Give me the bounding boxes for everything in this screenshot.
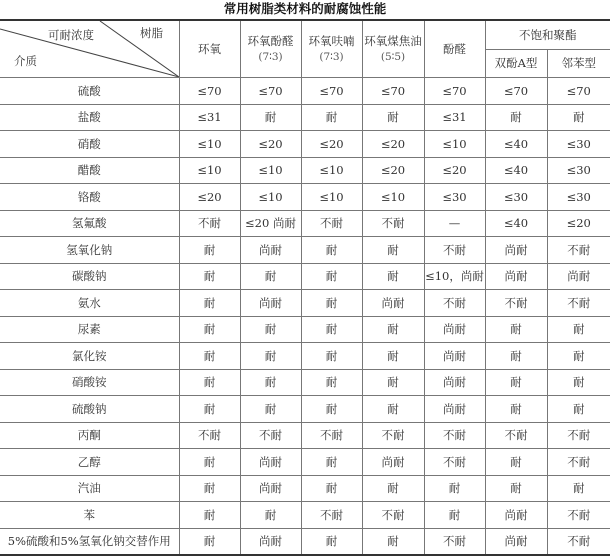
resistance-value-cell: ≤30 [547, 131, 610, 158]
resistance-value-cell: ≤70 [240, 78, 301, 105]
resistance-value-cell: 尚耐 [362, 449, 424, 476]
resistance-value-cell: ≤20 尚耐 [240, 210, 301, 237]
resistance-value-cell: ≤10 [240, 184, 301, 211]
resistance-value-cell: 耐 [362, 104, 424, 131]
resistance-value-cell: 耐 [485, 396, 547, 423]
resistance-value-cell: ≤31 [424, 104, 485, 131]
resistance-value-cell: ≤20 [301, 131, 362, 158]
resistance-value-cell: 尚耐 [424, 396, 485, 423]
resistance-value-cell: 耐 [301, 528, 362, 555]
resistance-value-cell: ≤70 [547, 78, 610, 105]
resistance-value-cell: ≤31 [179, 104, 240, 131]
col-header-phenolic: 酚醛 [424, 20, 485, 78]
table-row [0, 157, 610, 184]
resistance-value-cell: 耐 [362, 237, 424, 264]
col-header-bisphenol-a: 双酚A型 [485, 49, 547, 77]
resistance-value-cell: 不耐 [547, 502, 610, 529]
table-row [0, 343, 610, 370]
resistance-value-cell: 不耐 [485, 290, 547, 317]
resistance-value-cell: 尚耐 [424, 369, 485, 396]
resistance-value-cell: 耐 [362, 369, 424, 396]
resistance-value-cell: 耐 [179, 502, 240, 529]
resistance-value-cell: 不耐 [424, 449, 485, 476]
resistance-value-cell: 耐 [240, 502, 301, 529]
medium-cell: 硫酸 [0, 78, 179, 105]
resistance-value-cell: 耐 [301, 104, 362, 131]
resistance-value-cell: ≤20 [362, 131, 424, 158]
resistance-value-cell: 不耐 [424, 422, 485, 449]
table-row [0, 422, 610, 449]
resistance-value-cell: ≤70 [179, 78, 240, 105]
resistance-value-cell: 耐 [485, 475, 547, 502]
resistance-value-cell: ≤10 [240, 157, 301, 184]
resistance-value-cell: — [424, 210, 485, 237]
corner-concentration-label: 可耐浓度 [48, 28, 94, 42]
table-row [0, 316, 610, 343]
resistance-value-cell: 耐 [547, 475, 610, 502]
resistance-value-cell: 耐 [301, 369, 362, 396]
medium-cell: 碳酸钠 [0, 263, 179, 290]
resistance-value-cell: 耐 [362, 343, 424, 370]
resistance-value-cell: 不耐 [362, 422, 424, 449]
col-header-epoxy-coal-tar: 环氧煤焦油 (5∶5) [362, 20, 424, 78]
resistance-value-cell: ≤70 [424, 78, 485, 105]
resistance-value-cell: ≤10 [424, 131, 485, 158]
resistance-value-cell: 不耐 [301, 422, 362, 449]
resistance-value-cell: ≤10，尚耐 [424, 263, 485, 290]
resistance-value-cell: ≤10 [301, 157, 362, 184]
col-header-ortho-phthalic: 邻苯型 [547, 49, 610, 77]
resistance-value-cell: 耐 [179, 449, 240, 476]
col-header-epoxy: 环氧 [179, 20, 240, 78]
resistance-value-cell: 尚耐 [424, 343, 485, 370]
resistance-value-cell: 耐 [301, 316, 362, 343]
resistance-value-cell: ≤30 [547, 184, 610, 211]
resistance-value-cell: 耐 [179, 237, 240, 264]
medium-cell: 乙醇 [0, 449, 179, 476]
table-row [0, 396, 610, 423]
resistance-value-cell: 耐 [240, 396, 301, 423]
resistance-value-cell: 耐 [179, 263, 240, 290]
resistance-value-cell: 耐 [240, 263, 301, 290]
resistance-value-cell: 耐 [301, 475, 362, 502]
resistance-value-cell: 不耐 [362, 210, 424, 237]
resistance-value-cell: 耐 [547, 343, 610, 370]
resistance-value-cell: 尚耐 [485, 528, 547, 555]
resistance-value-cell: 不耐 [179, 210, 240, 237]
table-row [0, 131, 610, 158]
table-title: 常用树脂类材料的耐腐蚀性能 [223, 1, 387, 16]
col-header-epoxy-furan: 环氧呋喃 (7∶3) [301, 20, 362, 78]
resistance-value-cell: 不耐 [301, 210, 362, 237]
resistance-value-cell: 尚耐 [240, 449, 301, 476]
medium-cell: 氢氟酸 [0, 210, 179, 237]
table-row [0, 263, 610, 290]
resistance-value-cell: 不耐 [240, 422, 301, 449]
medium-cell: 丙酮 [0, 422, 179, 449]
resistance-value-cell: 不耐 [301, 502, 362, 529]
resistance-value-cell: 不耐 [547, 237, 610, 264]
resistance-value-cell: 耐 [424, 475, 485, 502]
resistance-value-cell: 耐 [240, 104, 301, 131]
resistance-value-cell: 耐 [362, 396, 424, 423]
resistance-value-cell: ≤40 [485, 210, 547, 237]
table-row [0, 237, 610, 264]
corrosion-resistance-table [0, 19, 610, 556]
resistance-value-cell: 耐 [240, 369, 301, 396]
resistance-value-cell: 耐 [485, 343, 547, 370]
resistance-value-cell: ≤30 [485, 184, 547, 211]
medium-cell: 苯 [0, 502, 179, 529]
resistance-value-cell: 尚耐 [485, 237, 547, 264]
resistance-value-cell: 耐 [485, 369, 547, 396]
resistance-value-cell: ≤70 [362, 78, 424, 105]
resistance-value-cell: 耐 [179, 369, 240, 396]
table-row [0, 104, 610, 131]
resistance-value-cell: ≤10 [179, 131, 240, 158]
resistance-value-cell: 耐 [179, 475, 240, 502]
resistance-value-cell: 耐 [240, 343, 301, 370]
resistance-value-cell: 耐 [362, 528, 424, 555]
resistance-value-cell: 不耐 [424, 528, 485, 555]
resistance-value-cell: 不耐 [179, 422, 240, 449]
resistance-value-cell: 耐 [179, 343, 240, 370]
resistance-value-cell: 尚耐 [424, 316, 485, 343]
resistance-value-cell: ≤20 [179, 184, 240, 211]
resistance-value-cell: 耐 [240, 316, 301, 343]
resistance-value-cell: ≤10 [301, 184, 362, 211]
resistance-value-cell: 不耐 [547, 290, 610, 317]
resistance-value-cell: 耐 [179, 396, 240, 423]
resistance-value-cell: ≤30 [547, 157, 610, 184]
resistance-value-cell: ≤40 [485, 131, 547, 158]
resistance-value-cell: ≤70 [301, 78, 362, 105]
resistance-value-cell: 尚耐 [240, 237, 301, 264]
resistance-value-cell: 耐 [485, 316, 547, 343]
resistance-value-cell: 尚耐 [240, 528, 301, 555]
resistance-value-cell: 耐 [301, 237, 362, 264]
resistance-value-cell: 尚耐 [240, 475, 301, 502]
resistance-value-cell: 耐 [485, 449, 547, 476]
resistance-value-cell: 不耐 [547, 528, 610, 555]
resistance-value-cell: ≤20 [362, 157, 424, 184]
col-header-epoxy-phenolic: 环氧酚醛 (7∶3) [240, 20, 301, 78]
table-row [0, 290, 610, 317]
table-row [0, 210, 610, 237]
resistance-value-cell: ≤70 [485, 78, 547, 105]
resistance-value-cell: 耐 [362, 475, 424, 502]
resistance-value-cell: 耐 [485, 104, 547, 131]
resistance-value-cell: 不耐 [362, 502, 424, 529]
medium-cell: 铬酸 [0, 184, 179, 211]
resistance-value-cell: 尚耐 [485, 263, 547, 290]
medium-cell: 硫酸钠 [0, 396, 179, 423]
resistance-value-cell: ≤40 [485, 157, 547, 184]
resistance-value-cell: 耐 [179, 290, 240, 317]
resistance-value-cell: 耐 [547, 396, 610, 423]
resistance-value-cell: 耐 [301, 263, 362, 290]
resistance-value-cell: 耐 [301, 396, 362, 423]
resistance-value-cell: 耐 [362, 263, 424, 290]
medium-cell: 醋酸 [0, 157, 179, 184]
resistance-value-cell: 尚耐 [240, 290, 301, 317]
resistance-value-cell: 不耐 [485, 422, 547, 449]
resistance-value-cell: 不耐 [424, 237, 485, 264]
resistance-value-cell: ≤10 [179, 157, 240, 184]
resistance-value-cell: 耐 [179, 316, 240, 343]
resistance-value-cell: 耐 [362, 316, 424, 343]
table-row [0, 369, 610, 396]
resistance-value-cell: ≤20 [424, 157, 485, 184]
resistance-value-cell: 耐 [301, 290, 362, 317]
table-row [0, 475, 610, 502]
table-row [0, 528, 610, 555]
resistance-value-cell: 耐 [547, 316, 610, 343]
corner-resin-label: 树脂 [140, 26, 163, 40]
resistance-value-cell: 不耐 [424, 290, 485, 317]
medium-cell: 氢氧化钠 [0, 237, 179, 264]
medium-cell: 氯化铵 [0, 343, 179, 370]
medium-cell: 氨水 [0, 290, 179, 317]
resistance-value-cell: ≤20 [547, 210, 610, 237]
table-row [0, 184, 610, 211]
medium-cell: 硝酸铵 [0, 369, 179, 396]
resistance-value-cell: 耐 [424, 502, 485, 529]
resistance-value-cell: 尚耐 [362, 290, 424, 317]
corner-medium-label: 介质 [14, 54, 37, 68]
resistance-value-cell: 不耐 [547, 422, 610, 449]
resistance-value-cell: 耐 [301, 449, 362, 476]
resistance-value-cell: 尚耐 [547, 263, 610, 290]
corner-header [0, 20, 179, 78]
medium-cell: 硝酸 [0, 131, 179, 158]
medium-cell: 汽油 [0, 475, 179, 502]
resistance-value-cell: ≤30 [424, 184, 485, 211]
table-row [0, 78, 610, 105]
resistance-value-cell: 耐 [547, 104, 610, 131]
resistance-value-cell: ≤10 [362, 184, 424, 211]
resistance-value-cell: 耐 [547, 369, 610, 396]
resistance-value-cell: 耐 [179, 528, 240, 555]
medium-cell: 5%硫酸和5%氢氧化钠交替作用 [0, 528, 179, 555]
resistance-value-cell: 不耐 [547, 449, 610, 476]
table-row [0, 449, 610, 476]
medium-cell: 盐酸 [0, 104, 179, 131]
resistance-value-cell: ≤20 [240, 131, 301, 158]
medium-cell: 尿素 [0, 316, 179, 343]
col-group-unsaturated-polyester: 不饱和聚酯 [485, 20, 610, 49]
resistance-value-cell: 耐 [301, 343, 362, 370]
table-row [0, 502, 610, 529]
resistance-value-cell: 尚耐 [485, 502, 547, 529]
